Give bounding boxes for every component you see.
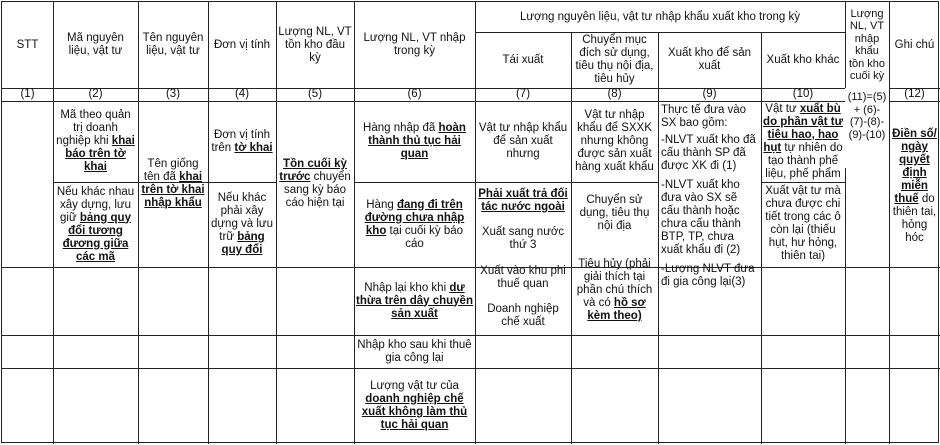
col-number: (12) — [904, 88, 925, 100]
report-table — [1, 1, 939, 443]
col-number: (7) — [515, 88, 531, 100]
col-number: (9) — [702, 88, 717, 100]
cell-import-epe: Lượng vật tư của doanh nghiệp chế xuất không làm thủ tục hải quan — [361, 380, 468, 431]
header-group-exported: Lượng nguyên liệu, vật tư nhập khẩu xuất kho trong kỳ — [520, 10, 800, 23]
cell-purpose-cases: Chuyển sử dụng, tiêu thụ nội địa Tiêu hủy (phải giải thích tại phần chú thích và có hồ sơ kèm theo) — [576, 194, 653, 322]
cell-reexport-cases: Phải xuất trả đối tác nước ngoài Xuất sang nước thứ 3 Xuất vào khu phi thuế quan Doanh nghiệp chế xuất — [478, 188, 568, 328]
col-number: (6) — [407, 88, 422, 100]
col-number: (5) — [307, 88, 323, 100]
cell-reexport-desc: Vật tư nhập khẩu để sản xuất nhưng — [478, 122, 568, 160]
header-production-issue: Xuất kho để sản xuất — [667, 47, 752, 72]
header-imported: Lượng NL, VT nhập trong kỳ — [363, 32, 466, 57]
header-unit: Đơn vị tính — [213, 38, 271, 51]
cell-code-desc: Mã theo quản trị doanh nghiệp khi khai báo trên tờ khai — [56, 109, 135, 173]
header-purpose-change: Chuyển mục đích sử dụng, tiêu thụ nội địa, tiêu hủy — [575, 34, 654, 85]
cell-unit-conversion: Nếu khác phải xây dựng và lưu trữ bảng quy đổi — [210, 192, 274, 256]
cell-code-conversion: Nếu khác nhau xây dựng, lưu giữ bảng quy đổi tương đương giữa các mã — [56, 185, 135, 263]
cell-unit-desc: Đơn vị tính trên tờ khai — [211, 128, 273, 154]
col-number: (8) — [607, 88, 622, 100]
col-number: (2) — [88, 88, 103, 100]
cell-import-in-transit: Hàng đang đi trên đường chưa nhập kho tại cuối kỳ báo cáo — [364, 198, 465, 250]
col-number: (1) — [20, 88, 35, 100]
header-material-code: Mã nguyên liệu, vật tư — [67, 32, 124, 57]
cell-import-outsourced: Nhập kho sau khi thuê gia công lại — [357, 338, 472, 364]
col-number: (10) — [792, 88, 814, 100]
cell-opening-desc: Tồn cuối kỳ trước chuyển sang kỳ báo cáo hiện tại — [279, 158, 351, 209]
col-number: (4) — [234, 88, 250, 100]
header-stt: STT — [16, 38, 39, 51]
col-number: (3) — [165, 88, 181, 100]
header-other-issue: Xuất kho khác — [766, 53, 840, 66]
header-re-export: Tái xuất — [502, 53, 544, 66]
header-opening-stock: Lượng NL, VT tồn kho đầu kỳ — [278, 25, 352, 64]
col-number-formula: (11)=(5) + (6)-(7)-(8)- (9)-(10) — [845, 88, 889, 168]
cell-import-surplus: Nhập lại kho khi dư thừa trên dây chuyền sản xuất — [356, 281, 473, 320]
header-material-name: Tên nguyên liệu, vật tư — [142, 32, 204, 57]
cell-import-completed: Hàng nhập đã hoàn thành thủ tục hải quan — [363, 122, 466, 160]
cell-other-misc: Xuất vật tư mà chưa được chi tiết trong các ô còn lại (thiếu hụt, hư hỏng, thiên tai) — [765, 185, 841, 262]
cell-production-desc: Thực tế đưa vào SX bao gồm: -NLVT xuất kho đã cấu thành SP đã được XK đi (1) -NLVT xuất kho đưa vào SX sẽ cấu thành hoặc chưa cấu thành BTP, TP, chưa xuất khẩu đi (2) -Lượng NLVT đưa đi gia công lại(3) — [661, 104, 756, 288]
cell-name-desc: Tên giống tên đã khai trên tờ khai nhập khẩu — [141, 158, 205, 209]
header-closing-stock: Lượng NL, VT nhập khẩu tồn kho cuối kỳ — [848, 7, 886, 82]
cell-note-desc: Điền số/ ngày quyết định miễn thuế do thiên tai, hỏng hóc — [892, 128, 937, 244]
cell-purpose-desc: Vật tư nhập khẩu để SXXK nhưng không được sản xuất hàng xuất khẩu — [575, 109, 654, 173]
header-note: Ghi chú — [894, 38, 935, 51]
cell-other-wastage: Vật tư xuất bù do phần vật tư tiêu hao, hao hụt tự nhiên do tạo thành phế liệu, phế phẩm — [763, 102, 843, 180]
